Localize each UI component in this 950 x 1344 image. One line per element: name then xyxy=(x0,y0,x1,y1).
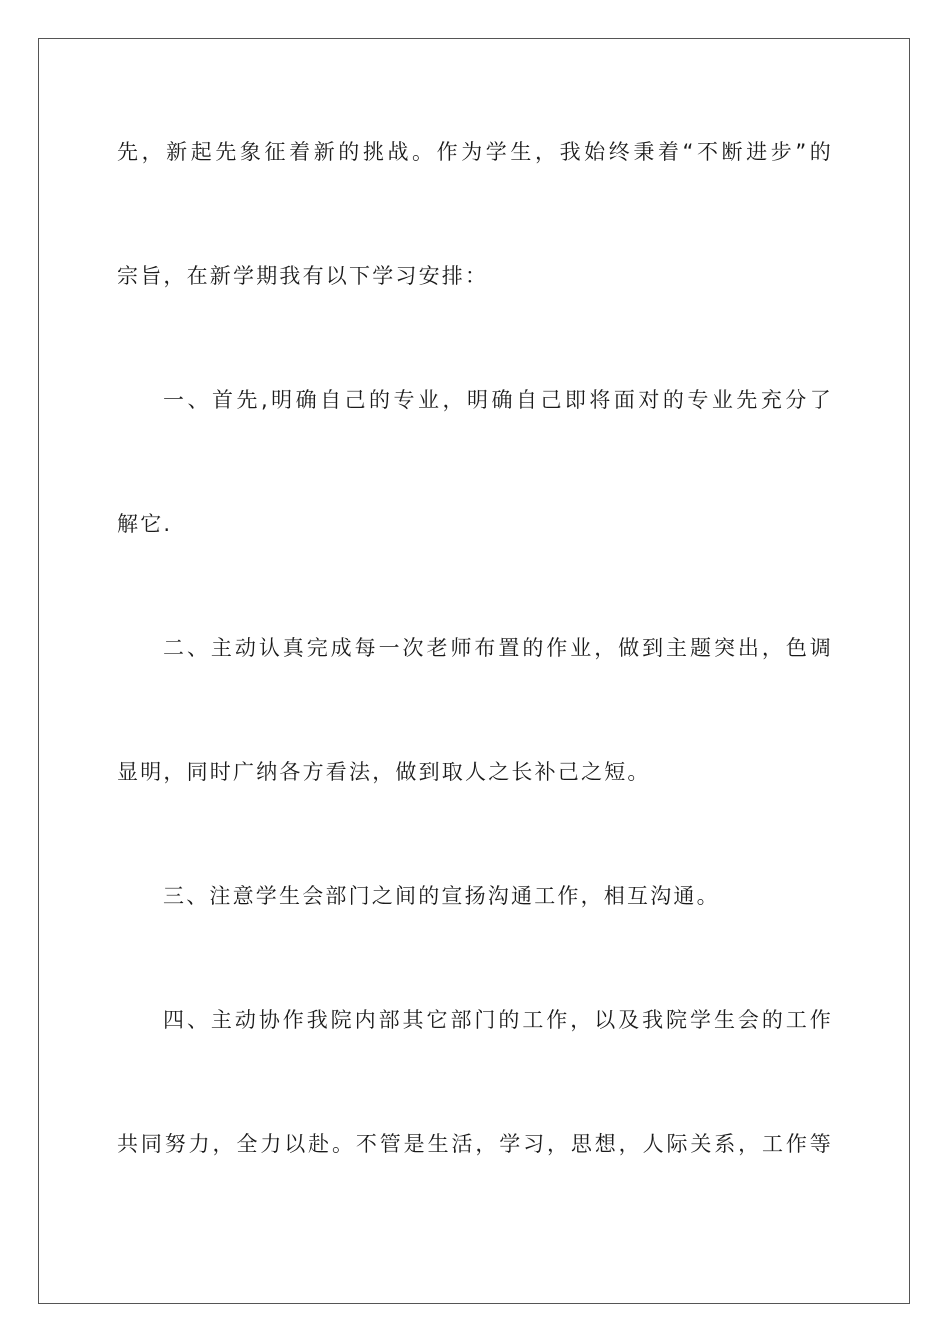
text-line-4: 解它. xyxy=(117,512,173,536)
text-line-3: 一、首先,明确自己的专业，明确自己即将面对的专业先充分了 xyxy=(163,388,833,412)
text-line-1: 先，新起先象征着新的挑战。作为学生，我始终秉着“不断进步”的 xyxy=(117,140,833,164)
text-line-2: 宗旨，在新学期我有以下学习安排： xyxy=(117,264,489,288)
page-border xyxy=(38,38,910,1304)
text-line-7: 三、注意学生会部门之间的宣扬沟通工作，相互沟通。 xyxy=(163,884,720,908)
text-line-9: 共同努力，全力以赴。不管是生活，学习，思想，人际关系，工作等 xyxy=(117,1132,833,1156)
text-line-8: 四、主动协作我院内部其它部门的工作，以及我院学生会的工作 xyxy=(163,1008,833,1032)
text-line-5: 二、主动认真完成每一次老师布置的作业，做到主题突出，色调 xyxy=(163,636,833,660)
text-line-6: 显明，同时广纳各方看法，做到取人之长补己之短。 xyxy=(117,760,651,784)
